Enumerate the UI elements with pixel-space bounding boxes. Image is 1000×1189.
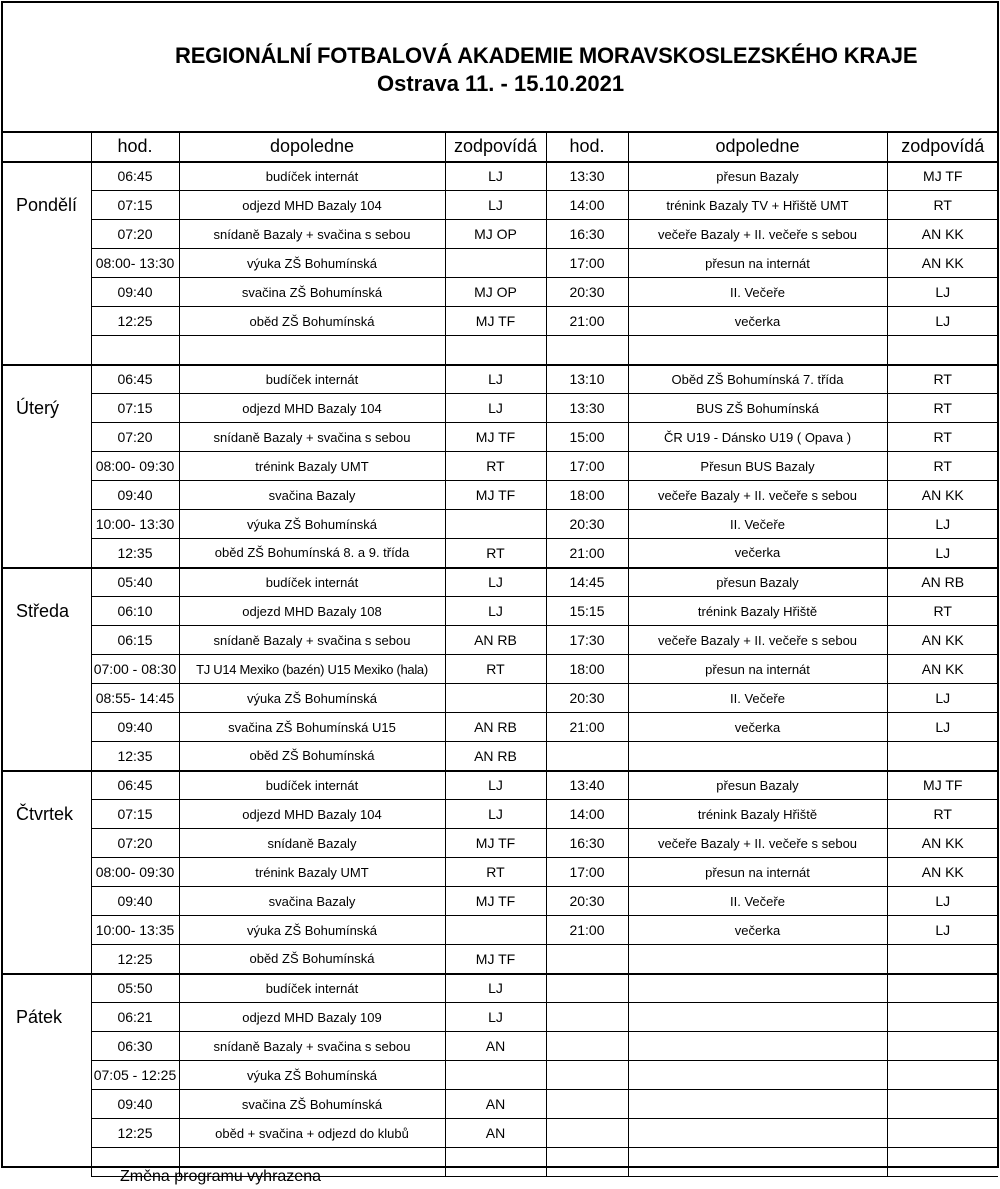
time-am-cell: 09:40: [91, 887, 179, 916]
day-cell: [2, 858, 91, 887]
header-time-pm: hod.: [546, 133, 628, 162]
time-pm-cell: 13:30: [546, 162, 628, 191]
resp-pm-cell: RT: [887, 597, 998, 626]
morning-activity-cell: snídaně Bazaly + svačina s sebou: [179, 1032, 445, 1061]
resp-am-cell: AN: [445, 1119, 546, 1148]
resp-pm-cell: RT: [887, 365, 998, 394]
afternoon-activity-cell: večeře Bazaly + II. večeře s sebou: [628, 626, 887, 655]
resp-am-cell: LJ: [445, 771, 546, 800]
day-cell: [2, 423, 91, 452]
resp-am-cell: [445, 684, 546, 713]
morning-activity-cell: oběd + svačina + odjezd do klubů: [179, 1119, 445, 1148]
morning-activity-cell: svačina ZŠ Bohumínská: [179, 278, 445, 307]
time-pm-cell: [546, 336, 628, 365]
resp-pm-cell: [887, 1148, 998, 1177]
table-row: [2, 539, 998, 568]
day-cell: [2, 336, 91, 365]
resp-am-cell: LJ: [445, 1003, 546, 1032]
resp-pm-cell: AN KK: [887, 858, 998, 887]
day-cell: [2, 510, 91, 539]
table-row: [2, 916, 998, 945]
morning-activity-cell: budíček internát: [179, 771, 445, 800]
day-label: Pondělí: [2, 191, 91, 220]
resp-pm-cell: MJ TF: [887, 162, 998, 191]
day-cell: [2, 1061, 91, 1090]
resp-pm-cell: RT: [887, 394, 998, 423]
header-morning: dopoledne: [179, 133, 445, 162]
day-label: Středa: [2, 597, 91, 626]
morning-activity-cell: snídaně Bazaly + svačina s sebou: [179, 220, 445, 249]
time-am-cell: 10:00- 13:30: [91, 510, 179, 539]
time-am-cell: 10:00- 13:35: [91, 916, 179, 945]
day-cell: [2, 539, 91, 568]
resp-pm-cell: AN KK: [887, 626, 998, 655]
time-pm-cell: [546, 945, 628, 974]
afternoon-activity-cell: večerka: [628, 713, 887, 742]
time-pm-cell: 17:00: [546, 249, 628, 278]
afternoon-activity-cell: [628, 945, 887, 974]
time-am-cell: 12:35: [91, 539, 179, 568]
time-pm-cell: 20:30: [546, 684, 628, 713]
resp-pm-cell: RT: [887, 800, 998, 829]
afternoon-activity-cell: večerka: [628, 307, 887, 336]
day-cell: [2, 626, 91, 655]
day-cell: [2, 1032, 91, 1061]
afternoon-activity-cell: trénink Bazaly Hřiště: [628, 800, 887, 829]
time-pm-cell: [546, 974, 628, 1003]
resp-pm-cell: [887, 1119, 998, 1148]
day-cell: [2, 365, 91, 394]
afternoon-activity-cell: [628, 336, 887, 365]
resp-am-cell: MJ TF: [445, 945, 546, 974]
table-row: [2, 597, 998, 626]
resp-am-cell: MJ TF: [445, 887, 546, 916]
resp-am-cell: LJ: [445, 974, 546, 1003]
time-am-cell: 07:15: [91, 191, 179, 220]
table-row: [2, 423, 998, 452]
time-pm-cell: 14:45: [546, 568, 628, 597]
time-am-cell: 08:00- 09:30: [91, 452, 179, 481]
day-cell: [2, 481, 91, 510]
header-day: [2, 133, 91, 162]
resp-pm-cell: AN KK: [887, 249, 998, 278]
table-row: [2, 1061, 998, 1090]
afternoon-activity-cell: [628, 1003, 887, 1032]
resp-am-cell: AN: [445, 1090, 546, 1119]
table-row: [2, 307, 998, 336]
time-pm-cell: 13:40: [546, 771, 628, 800]
afternoon-activity-cell: přesun Bazaly: [628, 771, 887, 800]
time-pm-cell: 21:00: [546, 713, 628, 742]
time-pm-cell: [546, 1090, 628, 1119]
time-pm-cell: 18:00: [546, 481, 628, 510]
morning-activity-cell: TJ U14 Mexiko (bazén) U15 Mexiko (hala): [179, 655, 445, 684]
afternoon-activity-cell: přesun na internát: [628, 655, 887, 684]
day-cell: [2, 916, 91, 945]
morning-activity-cell: snídaně Bazaly + svačina s sebou: [179, 626, 445, 655]
morning-activity-cell: snídaně Bazaly + svačina s sebou: [179, 423, 445, 452]
schedule-body: [2, 162, 998, 1177]
morning-activity-cell: oběd ZŠ Bohumínská: [179, 307, 445, 336]
resp-am-cell: [445, 336, 546, 365]
time-am-cell: 07:15: [91, 394, 179, 423]
time-pm-cell: 15:15: [546, 597, 628, 626]
time-am-cell: 06:45: [91, 365, 179, 394]
resp-am-cell: AN RB: [445, 742, 546, 771]
afternoon-activity-cell: II. Večeře: [628, 510, 887, 539]
afternoon-activity-cell: BUS ZŠ Bohumínská: [628, 394, 887, 423]
morning-activity-cell: odjezd MHD Bazaly 109: [179, 1003, 445, 1032]
day-cell: [2, 829, 91, 858]
day-cell: [2, 945, 91, 974]
resp-pm-cell: [887, 1090, 998, 1119]
table-row: [2, 1003, 998, 1032]
time-pm-cell: 21:00: [546, 916, 628, 945]
resp-am-cell: LJ: [445, 191, 546, 220]
morning-activity-cell: trénink Bazaly UMT: [179, 858, 445, 887]
morning-activity-cell: trénink Bazaly UMT: [179, 452, 445, 481]
time-am-cell: 07:05 - 12:25: [91, 1061, 179, 1090]
time-am-cell: 07:15: [91, 800, 179, 829]
resp-am-cell: LJ: [445, 568, 546, 597]
morning-activity-cell: budíček internát: [179, 162, 445, 191]
afternoon-activity-cell: přesun Bazaly: [628, 162, 887, 191]
resp-pm-cell: LJ: [887, 713, 998, 742]
resp-pm-cell: AN RB: [887, 568, 998, 597]
resp-pm-cell: LJ: [887, 307, 998, 336]
resp-am-cell: RT: [445, 858, 546, 887]
resp-pm-cell: LJ: [887, 278, 998, 307]
time-am-cell: 06:45: [91, 771, 179, 800]
afternoon-activity-cell: trénink Bazaly Hřiště: [628, 597, 887, 626]
time-am-cell: 05:40: [91, 568, 179, 597]
table-row: [2, 829, 998, 858]
day-cell: [2, 1119, 91, 1148]
resp-pm-cell: AN KK: [887, 829, 998, 858]
morning-activity-cell: snídaně Bazaly: [179, 829, 445, 858]
resp-am-cell: [445, 510, 546, 539]
day-cell: [2, 887, 91, 916]
day-cell: [2, 1090, 91, 1119]
morning-activity-cell: oběd ZŠ Bohumínská: [179, 742, 445, 771]
table-row: [2, 220, 998, 249]
time-pm-cell: 20:30: [546, 887, 628, 916]
table-row: [2, 336, 998, 365]
resp-am-cell: LJ: [445, 800, 546, 829]
morning-activity-cell: oběd ZŠ Bohumínská: [179, 945, 445, 974]
time-pm-cell: 18:00: [546, 655, 628, 684]
time-pm-cell: 20:30: [546, 510, 628, 539]
resp-am-cell: LJ: [445, 394, 546, 423]
day-label: Úterý: [2, 394, 91, 423]
time-pm-cell: 14:00: [546, 800, 628, 829]
morning-activity-cell: oběd ZŠ Bohumínská 8. a 9. třída: [179, 539, 445, 568]
morning-activity-cell: svačina Bazaly: [179, 887, 445, 916]
table-row: [2, 1119, 998, 1148]
table-row: [2, 394, 998, 423]
time-am-cell: 12:35: [91, 742, 179, 771]
table-row: [2, 452, 998, 481]
afternoon-activity-cell: večerka: [628, 539, 887, 568]
morning-activity-cell: odjezd MHD Bazaly 108: [179, 597, 445, 626]
table-row: [2, 858, 998, 887]
time-pm-cell: [546, 1119, 628, 1148]
table-row: [2, 655, 998, 684]
morning-activity-cell: svačina ZŠ Bohumínská U15: [179, 713, 445, 742]
resp-am-cell: RT: [445, 539, 546, 568]
day-cell: [2, 713, 91, 742]
day-label: Čtvrtek: [2, 800, 91, 829]
resp-am-cell: LJ: [445, 162, 546, 191]
table-row: [2, 945, 998, 974]
morning-activity-cell: výuka ZŠ Bohumínská: [179, 684, 445, 713]
afternoon-activity-cell: Oběd ZŠ Bohumínská 7. třída: [628, 365, 887, 394]
resp-pm-cell: [887, 1061, 998, 1090]
table-row: [2, 365, 998, 394]
footer-note: Změna programu vyhrazena: [120, 1168, 321, 1185]
resp-pm-cell: RT: [887, 423, 998, 452]
day-cell: [2, 162, 91, 191]
afternoon-activity-cell: večerka: [628, 916, 887, 945]
table-row: [2, 1032, 998, 1061]
time-pm-cell: 14:00: [546, 191, 628, 220]
table-row: [2, 626, 998, 655]
time-am-cell: 06:45: [91, 162, 179, 191]
header: [3, 3, 997, 133]
table-row: [2, 887, 998, 916]
time-am-cell: 09:40: [91, 481, 179, 510]
time-am-cell: [91, 336, 179, 365]
afternoon-activity-cell: II. Večeře: [628, 887, 887, 916]
resp-pm-cell: [887, 1032, 998, 1061]
time-am-cell: 12:25: [91, 1119, 179, 1148]
time-pm-cell: 21:00: [546, 539, 628, 568]
time-pm-cell: 13:10: [546, 365, 628, 394]
table-row: [2, 713, 998, 742]
header-row: [2, 133, 998, 162]
afternoon-activity-cell: [628, 974, 887, 1003]
resp-am-cell: RT: [445, 452, 546, 481]
resp-am-cell: [445, 1061, 546, 1090]
afternoon-activity-cell: přesun Bazaly: [628, 568, 887, 597]
table-row: [2, 510, 998, 539]
resp-pm-cell: AN KK: [887, 655, 998, 684]
table-row: [2, 481, 998, 510]
resp-am-cell: RT: [445, 655, 546, 684]
day-cell: [2, 974, 91, 1003]
time-am-cell: 06:10: [91, 597, 179, 626]
day-cell: [2, 742, 91, 771]
table-row: [2, 1090, 998, 1119]
time-am-cell: 05:50: [91, 974, 179, 1003]
table-row: [2, 771, 998, 800]
time-am-cell: 08:55- 14:45: [91, 684, 179, 713]
resp-pm-cell: AN KK: [887, 220, 998, 249]
resp-am-cell: LJ: [445, 365, 546, 394]
resp-am-cell: [445, 1148, 546, 1177]
morning-activity-cell: odjezd MHD Bazaly 104: [179, 394, 445, 423]
day-cell: [2, 568, 91, 597]
resp-pm-cell: LJ: [887, 684, 998, 713]
table-row: [2, 568, 998, 597]
day-cell: [2, 307, 91, 336]
day-cell: [2, 1148, 91, 1177]
header-resp-am: zodpovídá: [445, 133, 546, 162]
resp-pm-cell: RT: [887, 191, 998, 220]
morning-activity-cell: výuka ZŠ Bohumínská: [179, 249, 445, 278]
day-cell: [2, 684, 91, 713]
afternoon-activity-cell: přesun na internát: [628, 249, 887, 278]
afternoon-activity-cell: II. Večeře: [628, 278, 887, 307]
resp-am-cell: MJ OP: [445, 278, 546, 307]
table-row: [2, 278, 998, 307]
resp-am-cell: MJ OP: [445, 220, 546, 249]
resp-am-cell: MJ TF: [445, 423, 546, 452]
morning-activity-cell: výuka ZŠ Bohumínská: [179, 510, 445, 539]
afternoon-activity-cell: Přesun BUS Bazaly: [628, 452, 887, 481]
time-am-cell: 09:40: [91, 713, 179, 742]
time-pm-cell: 16:30: [546, 829, 628, 858]
time-pm-cell: 17:30: [546, 626, 628, 655]
time-pm-cell: 16:30: [546, 220, 628, 249]
day-cell: [2, 655, 91, 684]
time-pm-cell: 21:00: [546, 307, 628, 336]
resp-pm-cell: LJ: [887, 887, 998, 916]
table-row: [2, 742, 998, 771]
afternoon-activity-cell: večeře Bazaly + II. večeře s sebou: [628, 829, 887, 858]
afternoon-activity-cell: [628, 742, 887, 771]
resp-pm-cell: LJ: [887, 510, 998, 539]
page-title: REGIONÁLNÍ FOTBALOVÁ AKADEMIE MORAVSKOSLEZSKÉHO KRAJE: [175, 43, 918, 68]
resp-pm-cell: [887, 1003, 998, 1032]
resp-pm-cell: MJ TF: [887, 771, 998, 800]
table-row: [2, 249, 998, 278]
time-am-cell: 09:40: [91, 1090, 179, 1119]
resp-am-cell: MJ TF: [445, 307, 546, 336]
time-am-cell: 12:25: [91, 307, 179, 336]
table-row: [2, 191, 998, 220]
day-cell: [2, 220, 91, 249]
afternoon-activity-cell: [628, 1061, 887, 1090]
time-am-cell: 06:15: [91, 626, 179, 655]
morning-activity-cell: odjezd MHD Bazaly 104: [179, 800, 445, 829]
resp-pm-cell: LJ: [887, 539, 998, 568]
resp-pm-cell: RT: [887, 452, 998, 481]
afternoon-activity-cell: [628, 1119, 887, 1148]
time-am-cell: 07:20: [91, 423, 179, 452]
day-cell: [2, 278, 91, 307]
resp-pm-cell: LJ: [887, 916, 998, 945]
morning-activity-cell: budíček internát: [179, 974, 445, 1003]
table-row: [2, 974, 998, 1003]
time-am-cell: 06:30: [91, 1032, 179, 1061]
resp-pm-cell: AN KK: [887, 481, 998, 510]
resp-pm-cell: [887, 974, 998, 1003]
time-am-cell: 07:00 - 08:30: [91, 655, 179, 684]
time-am-cell: 08:00- 13:30: [91, 249, 179, 278]
table-row: [2, 162, 998, 191]
time-pm-cell: [546, 1003, 628, 1032]
time-pm-cell: [546, 1148, 628, 1177]
morning-activity-cell: svačina ZŠ Bohumínská: [179, 1090, 445, 1119]
afternoon-activity-cell: [628, 1090, 887, 1119]
afternoon-activity-cell: [628, 1148, 887, 1177]
time-pm-cell: [546, 1032, 628, 1061]
header-time-am: hod.: [91, 133, 179, 162]
header-resp-pm: zodpovídá: [887, 133, 998, 162]
morning-activity-cell: výuka ZŠ Bohumínská: [179, 916, 445, 945]
resp-pm-cell: [887, 336, 998, 365]
header-afternoon: odpoledne: [628, 133, 887, 162]
time-pm-cell: [546, 742, 628, 771]
table-row: [2, 684, 998, 713]
day-cell: [2, 452, 91, 481]
resp-am-cell: AN RB: [445, 626, 546, 655]
resp-pm-cell: [887, 945, 998, 974]
afternoon-activity-cell: [628, 1032, 887, 1061]
schedule-table: [2, 132, 998, 1177]
afternoon-activity-cell: přesun na internát: [628, 858, 887, 887]
time-pm-cell: 20:30: [546, 278, 628, 307]
morning-activity-cell: výuka ZŠ Bohumínská: [179, 1061, 445, 1090]
day-cell: [2, 249, 91, 278]
morning-activity-cell: [179, 336, 445, 365]
resp-pm-cell: [887, 742, 998, 771]
time-pm-cell: 13:30: [546, 394, 628, 423]
time-am-cell: 07:20: [91, 220, 179, 249]
afternoon-activity-cell: večeře Bazaly + II. večeře s sebou: [628, 220, 887, 249]
resp-am-cell: LJ: [445, 597, 546, 626]
time-pm-cell: [546, 1061, 628, 1090]
time-pm-cell: 17:00: [546, 452, 628, 481]
time-am-cell: 12:25: [91, 945, 179, 974]
resp-am-cell: MJ TF: [445, 481, 546, 510]
page-subtitle: Ostrava 11. - 15.10.2021: [377, 71, 625, 96]
afternoon-activity-cell: trénink Bazaly TV + Hřiště UMT: [628, 191, 887, 220]
time-pm-cell: 15:00: [546, 423, 628, 452]
time-am-cell: 09:40: [91, 278, 179, 307]
time-pm-cell: 17:00: [546, 858, 628, 887]
resp-am-cell: MJ TF: [445, 829, 546, 858]
day-cell: [2, 771, 91, 800]
morning-activity-cell: budíček internát: [179, 365, 445, 394]
resp-am-cell: AN: [445, 1032, 546, 1061]
time-am-cell: 08:00- 09:30: [91, 858, 179, 887]
morning-activity-cell: svačina Bazaly: [179, 481, 445, 510]
afternoon-activity-cell: ČR U19 - Dánsko U19 ( Opava ): [628, 423, 887, 452]
table-row: [2, 800, 998, 829]
time-am-cell: 07:20: [91, 829, 179, 858]
resp-am-cell: [445, 249, 546, 278]
afternoon-activity-cell: II. Večeře: [628, 684, 887, 713]
afternoon-activity-cell: večeře Bazaly + II. večeře s sebou: [628, 481, 887, 510]
day-label: Pátek: [2, 1003, 91, 1032]
resp-am-cell: [445, 916, 546, 945]
morning-activity-cell: odjezd MHD Bazaly 104: [179, 191, 445, 220]
resp-am-cell: AN RB: [445, 713, 546, 742]
morning-activity-cell: budíček internát: [179, 568, 445, 597]
time-am-cell: 06:21: [91, 1003, 179, 1032]
